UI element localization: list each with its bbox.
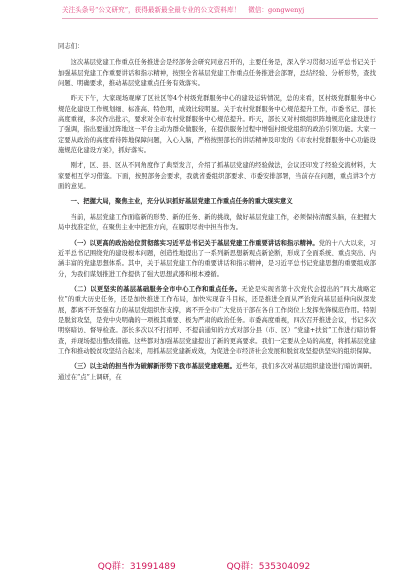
paragraph-agenda: 刚才，区、县、区从不同角度作了典型发言，介绍了抓基层党建的经验做法，会议还印发了经验交流材料，大家要相互学习借鉴。下面，按照部务会要求，我就省委组织部要求、市委安排部署，当前存在问题，重点讲3个方面的意见。 bbox=[58, 162, 376, 191]
subsection-1-title: （一）以更高的政治站位贯彻落实习近平总书记关于基层党建工作重要讲话和指示精神。 bbox=[70, 239, 319, 247]
subsection-2-title: （二）以更坚实的基层基础服务全市中心工作和重点任务。 bbox=[70, 285, 242, 293]
section-heading-1: 一、把握大局，聚焦主业，充分认识抓好基层党建工作重点任务的重大现实意义 bbox=[70, 198, 293, 206]
banner-wechat: 微信：gongwenyj bbox=[248, 6, 305, 14]
salutation: 同志们： bbox=[58, 43, 84, 50]
footer-qq-2: QQ群：535304092 bbox=[226, 562, 311, 572]
promo-banner bbox=[62, 6, 378, 19]
paragraph-situation: 当前，基层党建工作面临新的形势、新的任务、新的挑战，做好基层党建工作，必须保持清醒头脑，在把握大局中找准定位，在聚焦主业中把准方向，在履职尽责中担当作为。 bbox=[58, 213, 376, 232]
subsection-1-body: 党的十八大以来，习近平总书记围绕党的建设根本问题，创造性地提出了一系列新思想新观点新论断，形成了全面系统、重点突出、内涵丰富的党建思想体系。其中，关于基层党建工作的重要讲话和指示精神，是习近平总书记党建思想的重要组成部分，为我们谋划推进工作提供了强大思想武器和根本遵循。 bbox=[58, 239, 376, 278]
paragraph-intro: 这次基层党建工作重点任务推进会是经部务会研究同意召开的，主要任务是，深入学习贯彻习近平总书记关于加强基层党建工作重要讲话和指示精神，按照全省基层党建工作重点任务推进会部署，总结经验、分析形势，查找问题、明确要求，推动基层党建重点任务有效落实。 bbox=[58, 59, 376, 88]
footer-contacts bbox=[0, 559, 408, 572]
banner-text: 关注头条号“公文研究”，获得最新最全最专业的公文资料库！ bbox=[62, 6, 241, 14]
footer-qq-1: QQ群：31991489 bbox=[97, 562, 176, 572]
document-body bbox=[58, 42, 376, 383]
subsection-1 bbox=[58, 239, 376, 280]
subsection-2 bbox=[58, 285, 376, 357]
subsection-3 bbox=[58, 362, 376, 383]
subsection-3-body: 近些年，我们多次对基层组织建设进行暗访调研。通过在“点”上调研，在 bbox=[58, 363, 376, 381]
subsection-2-body: 无论是实现省第十次党代会提出的“四大战略定位”的重大历史任务，还是加快推进工作布局，加快实现奋斗目标，还是推进全面从严治党向基层延伸向纵深发展，都离不开坚强有力的基层党组织作支撑，离不开全市广大党员干部在各自工作岗位上发挥先锋模范作用。特别是脱贫攻坚，是党中央明确的一项极其重要、极为严肃的政治任务。市委高度重视，四次召开推进会议，书记多次明察暗访、督导检查。部长多次以不打招呼、不提前通知的方式对部分县（市、区）“党建+扶贫”工作进行暗访督查，并现场提出整改措施。这些都对加强基层党建提出了新的更高要求。我们一定要从全局的高度，将抓基层党建工作和推动脱贫攻坚结合起来，用抓基层党建新成效，为促进全市经济社会发展和脱贫攻坚提供坚实的组织保障。 bbox=[58, 285, 376, 355]
paragraph-inspection: 昨天下午，大家现场观摩了区社区等4个村级党群服务中心的建设运转情况，总的来看，区村级党群服务中心规范化建设工作规划细、标准高、特色明，成效比较明显。关于农村党群服务中心规范提升工作，市委书记、部长高度重视，多次作出批示，要求对全市农村党群服务中心规范提升。昨天，部长又对村级组织阵地规范化建设进行了强调，指出要通过阵地这一平台主动为群众做服务，在提供服务过程中增强村级党组织的政治引领功能。大家一定要从政治的高度看待阵地保障问题，入心入脑，严格按照部长的讲话精神及印发的《市农村党群服务中心功能设施规范化建设方案》，抓好落实。 bbox=[58, 95, 376, 155]
subsection-3-title: （三）以主动的担当作为破解新形势下我市基层党建难题。 bbox=[70, 363, 237, 371]
